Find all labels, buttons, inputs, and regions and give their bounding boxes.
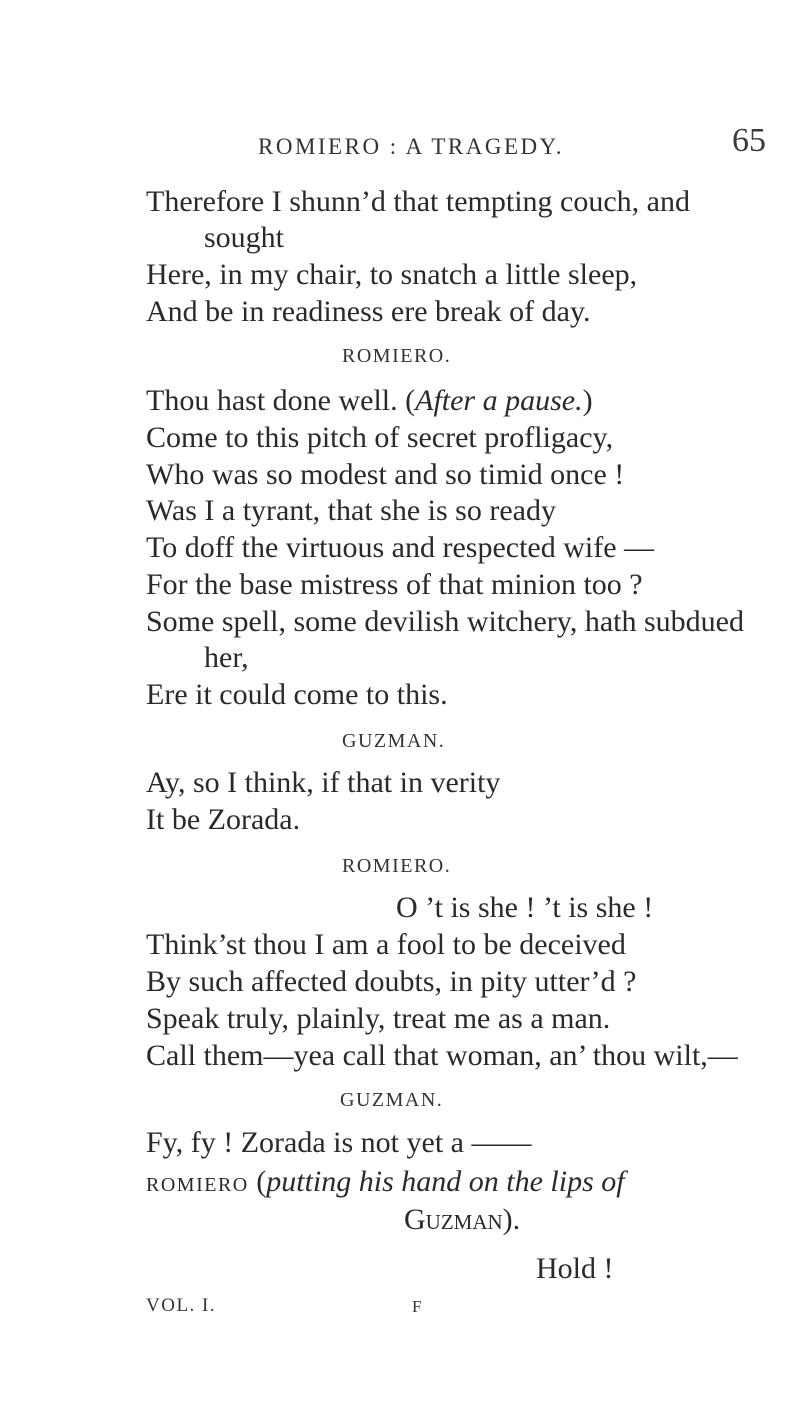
running-title: ROMIERO : A TRAGEDY. (258, 134, 565, 159)
speaker-with-stage-direction: ROMIERO (putting his hand on the lips of (146, 1165, 625, 1198)
verse-line: Was I a tyrant, that she is so ready (146, 494, 556, 527)
verse-line-continuation: sought (204, 221, 285, 254)
verse-line: Here, in my chair, to snatch a little sleep, (146, 258, 638, 291)
verse-line: Therefore I shunn’d that tempting couch, and (146, 185, 690, 218)
verse-line: And be in readiness ere break of day. (146, 295, 591, 328)
verse-line: For the base mistress of that minion too ? (146, 568, 643, 601)
verse-line: Come to this pitch of secret profligacy, (146, 421, 614, 454)
verse-line: Some spell, some devilish witchery, hath subdued (146, 605, 744, 638)
verse-line: Who was so modest and so timid once ! (146, 458, 625, 491)
speaker-name: ROMIERO. (342, 345, 452, 367)
page-number: 65 (732, 122, 766, 159)
volume-mark: VOL. I. (146, 1295, 217, 1316)
verse-line: Speak truly, plainly, treat me as a man. (146, 1002, 611, 1035)
speaker-name: GUZMAN. (342, 730, 446, 752)
signature-mark: F (412, 1297, 422, 1316)
verse-line-indented: Hold ! (536, 1252, 614, 1285)
verse-line: Ay, so I think, if that in verity (146, 766, 501, 799)
verse-line: Call them—yea call that woman, an’ thou wilt,— (146, 1039, 738, 1072)
verse-line: To doff the virtuous and respected wife — (146, 531, 655, 564)
stage-direction: putting his hand on the lips of (266, 1165, 625, 1198)
verse-line: By such affected doubts, in pity utter’d ? (146, 965, 637, 998)
verse-line-indented: O ’t is she ! ’t is she ! (396, 891, 654, 924)
stage-direction-continuation: Guzman). (404, 1203, 521, 1236)
speaker-name: GUZMAN. (340, 1089, 444, 1111)
speaker-name: ROMIERO (146, 1174, 249, 1196)
verse-line: It be Zorada. (146, 803, 301, 836)
verse-line: Fy, fy ! Zorada is not yet a —— (146, 1126, 532, 1159)
verse-line: Ere it could come to this. (146, 678, 448, 711)
verse-line: Think’st thou I am a fool to be deceived (146, 928, 626, 961)
speaker-name: ROMIERO. (342, 855, 452, 877)
verse-line: Thou hast done well. (After a pause.) (146, 384, 593, 417)
stage-direction: After a pause. (415, 384, 583, 417)
character-name: Guzman (404, 1203, 503, 1236)
verse-text: Thou hast done well. (146, 384, 398, 417)
verse-line-continuation: her, (204, 641, 249, 674)
